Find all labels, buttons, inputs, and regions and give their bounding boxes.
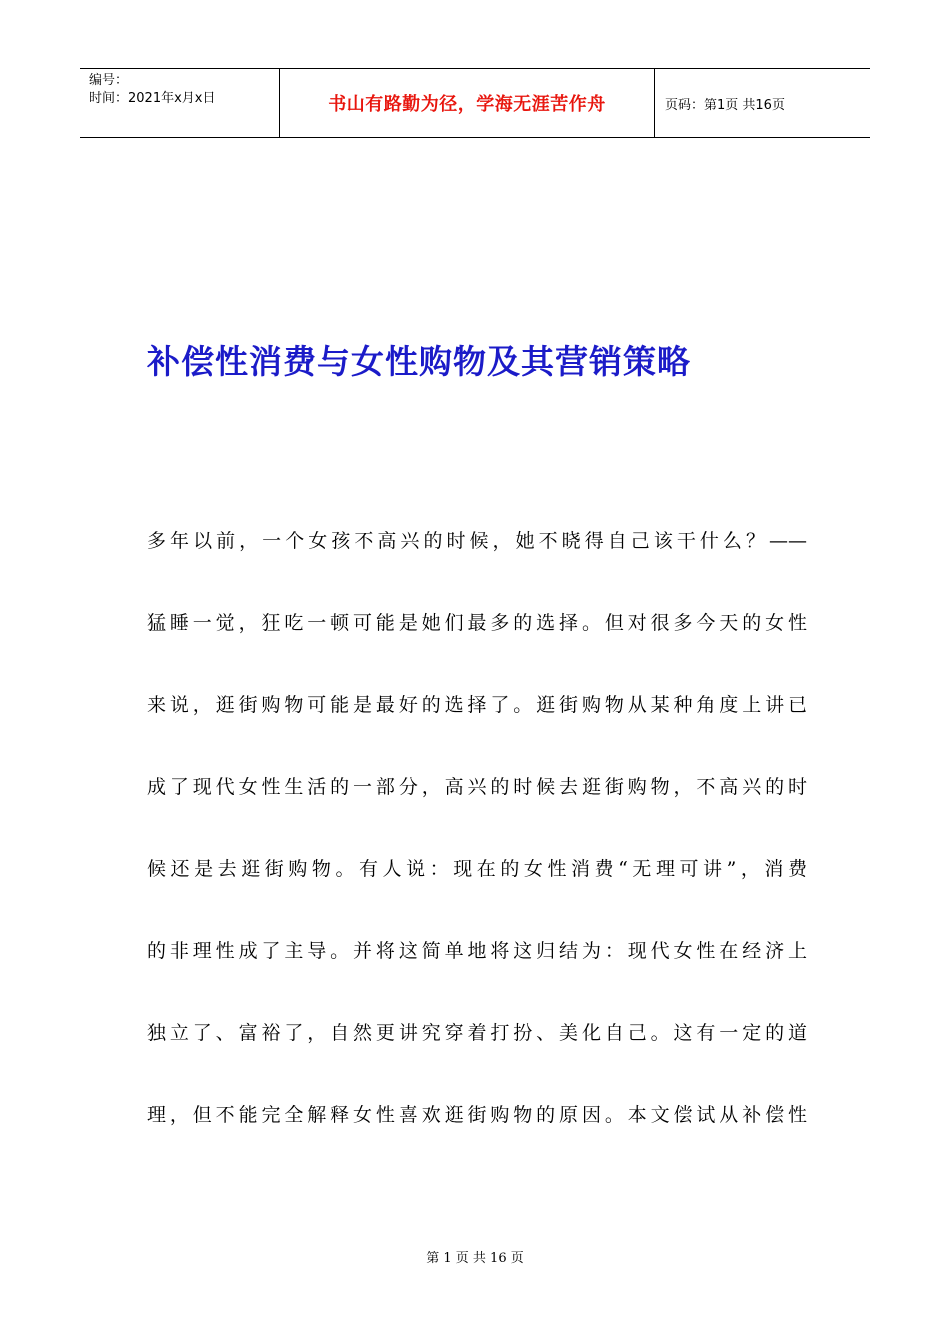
header-meta-cell <box>80 69 280 137</box>
paragraph-line: 成了现代女性生活的一部分，高兴的时候去逛街购物，不高兴的时 <box>147 776 807 798</box>
paragraph-line: 来说，逛街购物可能是最好的选择了。逛街购物从某种角度上讲已 <box>147 694 807 716</box>
paragraph-line: 猛睡一觉，狂吃一顿可能是她们最多的选择。但对很多今天的女性 <box>147 612 807 634</box>
header-motto: 书山有路勤为径，学海无涯苦作舟 <box>280 69 655 137</box>
number-label: 编号： <box>89 73 129 88</box>
page-header <box>80 68 870 138</box>
document-title: 补偿性消费与女性购物及其营销策略 <box>147 342 691 381</box>
header-page-info: 页码：第1页 共16页 <box>665 97 785 113</box>
page-footer: 第 1 页 共 16 页 <box>426 1251 524 1266</box>
paragraph-line: 多年以前，一个女孩不高兴的时候，她不晓得自己该干什么？—— <box>147 530 807 552</box>
paragraph-line: 独立了、富裕了，自然更讲究穿着打扮、美化自己。这有一定的道 <box>147 1022 807 1044</box>
body-paragraph <box>147 526 807 1182</box>
paragraph-line: 理，但不能完全解释女性喜欢逛街购物的原因。本文偿试从补偿性 <box>147 1104 807 1126</box>
time-label: 时间：2021年x月x日 <box>89 91 216 106</box>
paragraph-line: 候还是去逛街购物。有人说：现在的女性消费“无理可讲”，消费 <box>147 858 807 880</box>
paragraph-line: 的非理性成了主导。并将这简单地将这归结为：现代女性在经济上 <box>147 940 807 962</box>
